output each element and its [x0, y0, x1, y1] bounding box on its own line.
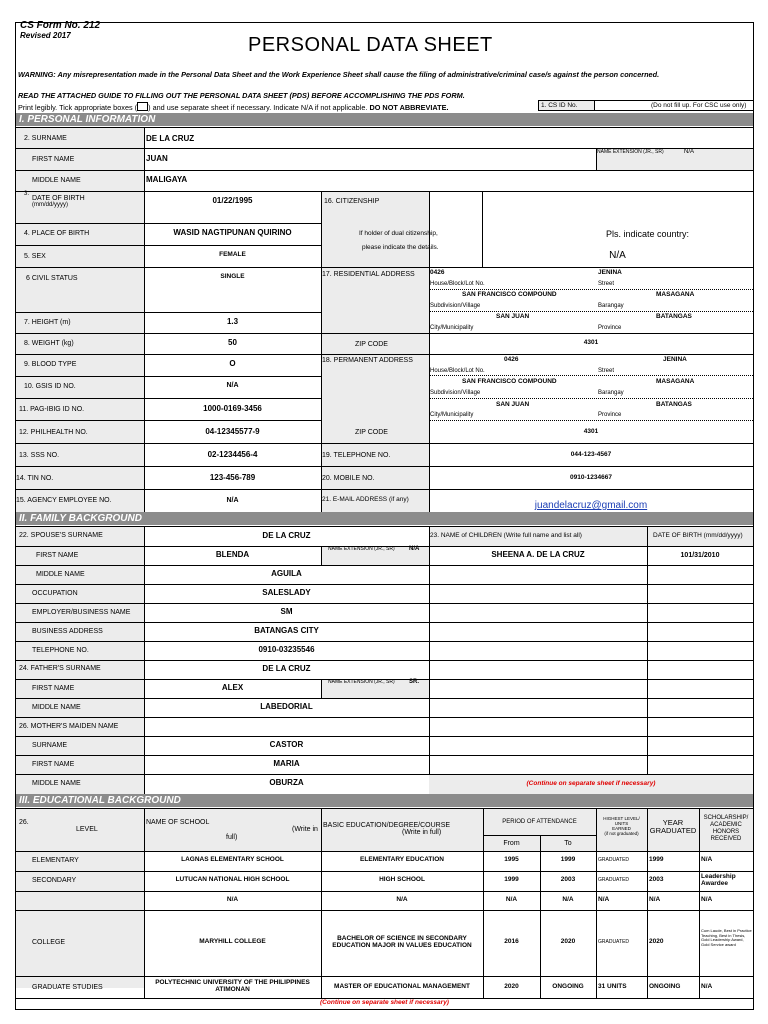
- gsis-label: 10. GSIS ID NO.: [24, 383, 76, 390]
- res-zip-value[interactable]: 4301: [583, 339, 599, 346]
- telephone-label: 19. TELEPHONE NO.: [322, 452, 391, 459]
- res-street-label: Street: [598, 281, 615, 287]
- dob-format: (mm/dd/yyyy): [32, 202, 68, 208]
- dob-label: DATE OF BIRTH: [32, 195, 85, 202]
- father-ext-label: NAME EXTENSION (JR., SR): [328, 679, 395, 685]
- res-zip-label: ZIP CODE: [355, 341, 388, 348]
- education-row-honors[interactable]: Leadership Awardee: [701, 873, 736, 887]
- perm-province-label: Province: [598, 412, 622, 418]
- first-name-value[interactable]: JUAN: [146, 154, 168, 163]
- perm-house-value[interactable]: 0426: [504, 356, 519, 363]
- spouse-ext-label: NAME EXTENSION (JR., SR): [328, 546, 395, 552]
- father-first-name-label: FIRST NAME: [32, 685, 75, 692]
- res-city-value[interactable]: SAN JUAN: [496, 313, 530, 320]
- email-label: 21. E-MAIL ADDRESS (if any): [322, 496, 409, 503]
- agency-value[interactable]: N/A: [226, 497, 239, 504]
- business-address-value[interactable]: BATANGAS CITY: [254, 626, 319, 635]
- education-row-school[interactable]: MARYHILL COLLEGE: [199, 938, 266, 945]
- education-row-year[interactable]: 2003: [649, 876, 664, 883]
- weight-value[interactable]: 50: [228, 338, 237, 347]
- pob-label: 4. PLACE OF BIRTH: [24, 230, 90, 237]
- education-row-from[interactable]: N/A: [505, 896, 518, 903]
- perm-subdiv-value[interactable]: SAN FRANCISCO COMPOUND: [462, 378, 557, 385]
- agency-label: 15. AGENCY EMPLOYEE NO.: [16, 497, 112, 504]
- mother-middle-name-value[interactable]: OBURZA: [269, 778, 304, 787]
- cs-id-label: 1. CS ID No.: [541, 102, 578, 109]
- children-name-label: 23. NAME of CHILDREN (Write full name and list all): [430, 532, 582, 539]
- first-name-label: FIRST NAME: [32, 156, 75, 163]
- sss-value[interactable]: 02-1234456-4: [207, 450, 258, 459]
- course-header-write: (Write in full): [402, 829, 442, 836]
- education-row-honors[interactable]: N/A: [701, 983, 713, 990]
- name-ext-value[interactable]: N/A: [684, 149, 695, 155]
- units-header-4: (if not graduated): [604, 831, 639, 836]
- education-row-course[interactable]: BACHELOR OF SCIENCE IN SECONDARY EDUCATION MAJOR IN VALUES EDUCATION: [332, 935, 472, 949]
- res-subdiv-value[interactable]: SAN FRANCISCO COMPOUND: [462, 291, 557, 298]
- pds-sheet: [15, 22, 754, 1010]
- education-row-to[interactable]: 2003: [560, 876, 576, 883]
- mother-maiden-name-label: 26. MOTHER'S MAIDEN NAME: [19, 723, 119, 730]
- perm-barangay-label: Barangay: [598, 390, 624, 396]
- education-row-year[interactable]: 1999: [649, 856, 664, 863]
- middle-name-value[interactable]: MALIGAYA: [146, 175, 188, 184]
- employer-label: EMPLOYER/BUSINESS NAME: [32, 609, 131, 616]
- father-first-name-value[interactable]: ALEX: [221, 683, 244, 692]
- education-row-from[interactable]: 1999: [504, 876, 519, 883]
- children-dob-label: DATE OF BIRTH (mm/dd/yyyy): [653, 532, 743, 539]
- page-title: PERSONAL DATA SHEET: [248, 34, 493, 56]
- employer-value[interactable]: SM: [280, 607, 293, 616]
- middle-name-label: MIDDLE NAME: [32, 177, 81, 184]
- year-graduated-header-1: YEAR: [662, 818, 684, 827]
- pagibig-value[interactable]: 1000-0169-3456: [203, 404, 262, 413]
- pob-value[interactable]: WASID NAGTIPUNAN QUIRINO: [173, 228, 292, 237]
- res-house-value[interactable]: 0426: [430, 269, 445, 276]
- residential-address-label: 17. RESIDENTIAL ADDRESS: [322, 271, 415, 278]
- telephone-value[interactable]: 044-123-4567: [570, 451, 612, 458]
- education-row-to[interactable]: ONGOING: [552, 983, 584, 990]
- units-header-3: EARNED: [612, 826, 631, 831]
- father-ext-value[interactable]: SR.: [409, 679, 420, 685]
- philhealth-value[interactable]: 04-12345577-9: [205, 427, 260, 436]
- perm-house-label: House/Block/Lot No.: [430, 368, 485, 374]
- education-row-units[interactable]: GRADUATED: [598, 939, 630, 945]
- father-middle-name-value[interactable]: LABEDORIAL: [260, 702, 313, 711]
- perm-city-value[interactable]: SAN JUAN: [496, 401, 530, 408]
- period-header: PERIOD OF ATTENDANCE: [502, 819, 577, 825]
- cs-id-note: (Do not fill up. For CSC use only): [651, 102, 747, 109]
- surname-value[interactable]: DE LA CRUZ: [146, 134, 195, 143]
- section-family-background: II. FAMILY BACKGROUND: [16, 512, 753, 525]
- perm-barangay-value[interactable]: MASAGANA: [656, 378, 695, 385]
- child-name-value[interactable]: SHEENA A. DE LA CRUZ: [491, 550, 585, 559]
- mother-surname-value[interactable]: CASTOR: [269, 740, 304, 749]
- education-row-honors[interactable]: Cum Laude, Best in Practice Teaching, Best in Thesis, Gold Leadership Award, Gold Service award: [701, 928, 752, 947]
- education-row-honors[interactable]: N/A: [701, 856, 713, 863]
- mother-first-name-value[interactable]: MARIA: [273, 759, 300, 768]
- spouse-first-name-value[interactable]: BLENDA: [215, 550, 250, 559]
- country-value[interactable]: N/A: [609, 250, 626, 261]
- education-row-to[interactable]: 1999: [560, 856, 576, 863]
- education-row-level: SECONDARY: [32, 877, 77, 884]
- res-barangay-label: Barangay: [598, 303, 624, 309]
- form-number: CS Form No. 212: [20, 20, 101, 31]
- education-row-honors[interactable]: N/A: [701, 896, 713, 903]
- instructions-part-b: ) and use separate sheet if necessary. Indicate N/A if not applicable.: [148, 103, 368, 112]
- education-row-course[interactable]: ELEMENTARY EDUCATION: [360, 856, 444, 863]
- education-row-course[interactable]: HIGH SCHOOL: [379, 876, 425, 883]
- res-street-value[interactable]: JENINA: [598, 269, 622, 276]
- citizenship-label: 16. CITIZENSHIP: [324, 198, 380, 205]
- education-row-from[interactable]: 2016: [504, 938, 519, 945]
- tin-value[interactable]: 123-456-789: [209, 473, 256, 482]
- permanent-address-label: 18. PERMANENT ADDRESS: [322, 357, 413, 364]
- sss-label: 13. SSS NO.: [19, 452, 60, 459]
- philhealth-label: 12. PHILHEALTH NO.: [19, 429, 88, 436]
- spouse-middle-name-value[interactable]: AGUILA: [271, 569, 302, 578]
- res-province-label: Province: [598, 325, 622, 331]
- res-house-label: House/Block/Lot No.: [430, 281, 485, 287]
- mother-middle-name-label: MIDDLE NAME: [32, 780, 81, 787]
- mother-surname-label: SURNAME: [32, 742, 68, 749]
- surname-label: 2. SURNAME: [24, 135, 67, 142]
- perm-zip-value[interactable]: 4301: [583, 428, 599, 435]
- education-row-level: ELEMENTARY: [32, 857, 79, 864]
- education-row-school[interactable]: LAGNAS ELEMENTARY SCHOOL: [181, 856, 284, 863]
- child-dob-value[interactable]: 101/31/2010: [680, 552, 720, 559]
- name-ext-label: NAME EXTENSION (JR., SR): [597, 149, 664, 155]
- education-row-school[interactable]: POLYTECHNIC UNIVERSITY OF THE PHILIPPINES ATIMONAN: [155, 979, 310, 993]
- education-row-school[interactable]: LUTUCAN NATIONAL HIGH SCHOOL: [175, 876, 290, 883]
- honors-header-4: RECEIVED: [710, 836, 742, 842]
- do-not-abbreviate: DO NOT ABBREVIATE.: [369, 103, 449, 112]
- father-middle-name-label: MIDDLE NAME: [32, 704, 81, 711]
- country-label: Pls. indicate country:: [606, 229, 690, 239]
- education-continue-note: (Continue on separate sheet if necessary): [320, 999, 449, 1006]
- weight-label: 8. WEIGHT (kg): [24, 340, 74, 347]
- sex-label: 5. SEX: [24, 253, 46, 260]
- perm-street-label: Street: [598, 368, 615, 374]
- education-row-from[interactable]: 2020: [504, 983, 519, 990]
- dob-number: 3.: [24, 191, 30, 197]
- res-barangay-value[interactable]: MASAGANA: [656, 291, 695, 298]
- education-row-units[interactable]: 31 UNITS: [598, 983, 627, 990]
- dob-value[interactable]: 01/22/1995: [212, 196, 253, 205]
- education-row-units[interactable]: GRADUATED: [598, 877, 630, 883]
- education-row-year[interactable]: N/A: [649, 896, 661, 903]
- dual-citizenship-note-1: If holder of dual citizenship,: [359, 230, 438, 237]
- education-row-to[interactable]: N/A: [562, 896, 574, 903]
- school-header-write: (Write in: [292, 826, 318, 833]
- education-row-units[interactable]: GRADUATED: [598, 857, 630, 863]
- perm-subdiv-label: Subdivision/Village: [430, 390, 481, 396]
- education-row-year[interactable]: ONGOING: [649, 983, 681, 990]
- family-continue-note: (Continue on separate sheet if necessary): [526, 780, 656, 787]
- honors-header-2: ACADEMIC: [710, 822, 742, 828]
- sex-value[interactable]: FEMALE: [219, 251, 246, 258]
- education-row-course[interactable]: N/A: [396, 896, 408, 903]
- spouse-first-name-label: FIRST NAME: [36, 552, 79, 559]
- year-graduated-header-2: GRADUATED: [649, 826, 697, 835]
- units-header-2: UNITS: [614, 821, 629, 826]
- education-row-from[interactable]: 1995: [504, 856, 519, 863]
- father-surname-label: 24. FATHER'S SURNAME: [19, 665, 101, 672]
- section-personal-info: I. PERSONAL INFORMATION: [16, 113, 753, 126]
- mobile-label: 20. MOBILE NO.: [322, 475, 375, 482]
- education-row-course[interactable]: MASTER OF EDUCATIONAL MANAGEMENT: [334, 983, 470, 990]
- perm-city-label: City/Municipality: [430, 412, 474, 418]
- occupation-value[interactable]: SALESLADY: [262, 588, 311, 597]
- perm-province-value[interactable]: BATANGAS: [656, 401, 692, 408]
- height-value[interactable]: 1.3: [226, 317, 239, 326]
- education-row-level: COLLEGE: [32, 939, 66, 946]
- units-header-1: HIGHEST LEVEL/: [603, 816, 640, 821]
- spouse-telephone-label: TELEPHONE NO.: [32, 647, 89, 654]
- revised-date: Revised 2017: [20, 31, 71, 40]
- tin-label: 14. TIN NO.: [16, 475, 54, 482]
- education-row-school[interactable]: N/A: [226, 896, 239, 903]
- guide-text: READ THE ATTACHED GUIDE TO FILLING OUT THE PERSONAL DATA SHEET (PDS) BEFORE ACCOMPLISHING THE PDS FORM.: [18, 91, 465, 100]
- civil-status-label: 6 CIVIL STATUS: [26, 275, 78, 282]
- res-province-value[interactable]: BATANGAS: [656, 313, 692, 320]
- mobile-value[interactable]: 0910-1234667: [570, 474, 612, 481]
- dual-citizenship-note-2: please indicate the details.: [362, 244, 439, 251]
- res-city-label: City/Municipality: [430, 325, 474, 331]
- school-header: NAME OF SCHOOL: [146, 819, 210, 826]
- spouse-surname-value[interactable]: DE LA CRUZ: [262, 531, 311, 540]
- education-row-units[interactable]: N/A: [598, 896, 610, 903]
- spouse-ext-value[interactable]: N/A: [409, 546, 420, 552]
- civil-status-value[interactable]: SINGLE: [220, 273, 245, 280]
- warning-text: WARNING: Any misrepresentation made in the Personal Data Sheet and the Work Experience Sheet shall cause the filing of administrative/criminal case/s against the person concerned.: [18, 70, 660, 79]
- res-subdiv-label: Subdivision/Village: [430, 303, 481, 309]
- to-header: To: [564, 840, 572, 847]
- honors-header-1: SCHOLARSHIP/: [703, 815, 749, 821]
- course-header: BASIC EDUCATION/DEGREE/COURSE: [323, 822, 451, 829]
- email-value[interactable]: juandelacruz@gmail.com: [534, 500, 648, 511]
- mother-first-name-label: FIRST NAME: [32, 761, 75, 768]
- spouse-middle-name-label: MIDDLE NAME: [36, 571, 85, 578]
- height-label: 7. HEIGHT (m): [24, 319, 71, 326]
- gsis-value[interactable]: N/A: [226, 382, 239, 389]
- father-surname-value[interactable]: DE LA CRUZ: [262, 664, 311, 673]
- blood-type-value[interactable]: O: [229, 359, 236, 368]
- education-number: 26.: [19, 819, 29, 826]
- perm-street-value[interactable]: JENINA: [663, 356, 687, 363]
- education-row-year[interactable]: 2020: [649, 938, 664, 945]
- spouse-surname-label: 22. SPOUSE'S SURNAME: [19, 532, 103, 539]
- personal-mid-label-column: [321, 191, 429, 512]
- section-educational-background: III. EDUCATIONAL BACKGROUND: [16, 794, 753, 807]
- instructions-part-a: Print legibly. Tick appropriate boxes (: [18, 103, 138, 112]
- blood-type-label: 9. BLOOD TYPE: [24, 361, 77, 368]
- from-header: From: [503, 840, 520, 847]
- level-header: LEVEL: [76, 826, 98, 833]
- occupation-label: OCCUPATION: [32, 590, 78, 597]
- education-row-to[interactable]: 2020: [560, 938, 576, 945]
- school-header-full: full): [226, 834, 238, 841]
- perm-zip-label: ZIP CODE: [355, 429, 388, 436]
- pagibig-label: 11. PAG-IBIG ID NO.: [19, 406, 85, 413]
- education-row-level: GRADUATE STUDIES: [32, 984, 103, 991]
- spouse-telephone-value[interactable]: 0910-03235546: [258, 645, 315, 654]
- honors-header-3: HONORS: [712, 829, 740, 835]
- business-address-label: BUSINESS ADDRESS: [32, 628, 103, 635]
